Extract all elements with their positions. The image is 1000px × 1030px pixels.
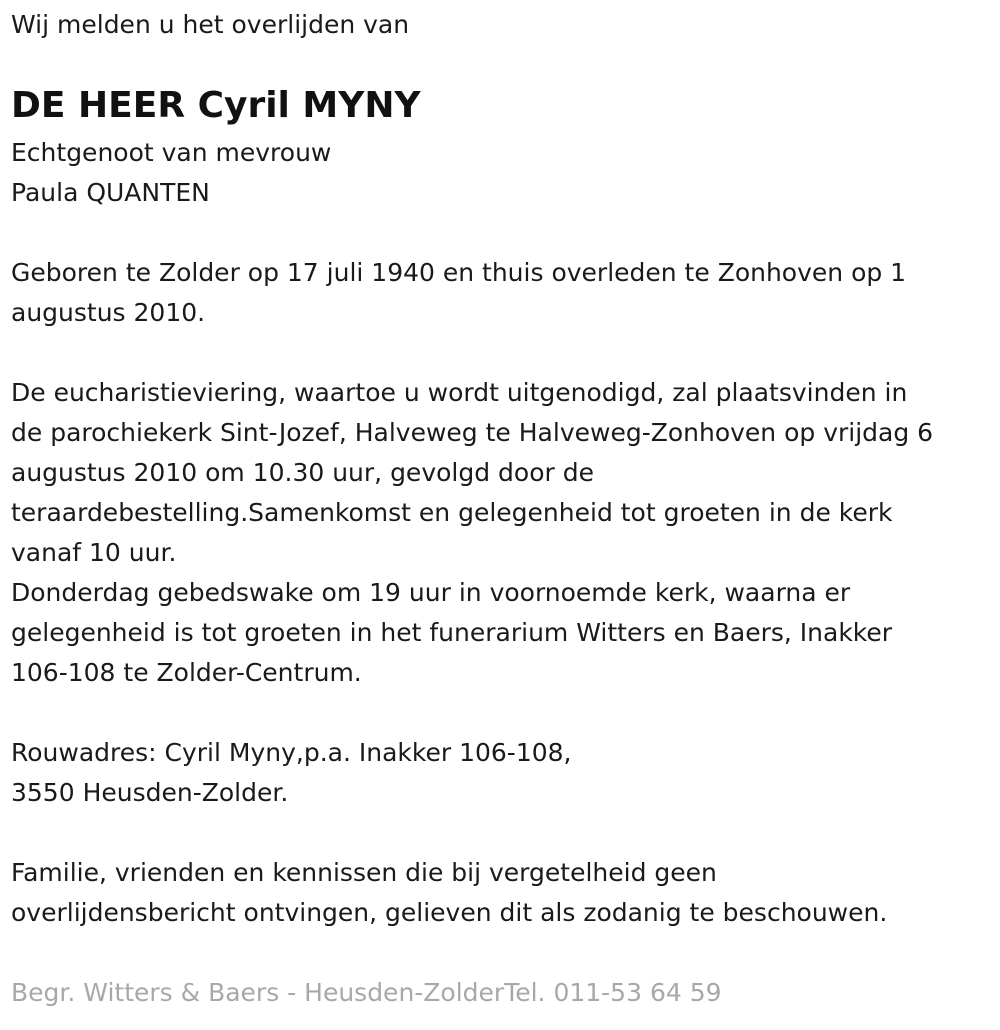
- ceremony-line: Donderdag gebedswake om 19 uur in voornoemde kerk, waarna er: [11, 578, 851, 607]
- ceremony-line: gelegenheid is tot groeten in het funerarium Witters en Baers, Inakker: [11, 618, 893, 647]
- ceremony-line: de parochiekerk Sint-Jozef, Halveweg te Halveweg-Zonhoven op vrijdag 6: [11, 418, 934, 447]
- spouse-block: [11, 133, 331, 213]
- mourning-address-block: [11, 733, 572, 813]
- ceremony-line: augustus 2010 om 10.30 uur, gevolgd door de: [11, 458, 594, 487]
- spouse-line-2: Paula QUANTEN: [11, 178, 210, 207]
- ceremony-line: 106-108 te Zolder-Centrum.: [11, 658, 362, 687]
- funeral-home-footer: Begr. Witters & Baers - Heusden-ZolderTel. 011-53 64 59: [11, 978, 722, 1007]
- deceased-name: DE HEER Cyril MYNY: [11, 85, 421, 126]
- birth-line-1: Geboren te Zolder op 17 juli 1940 en thuis overleden te Zonhoven op 1: [11, 258, 907, 287]
- address-line-1: Rouwadres: Cyril Myny,p.a. Inakker 106-108,: [11, 738, 572, 767]
- notice-line-2: overlijdensbericht ontvingen, gelieven dit als zodanig te beschouwen.: [11, 898, 888, 927]
- ceremony-line: teraardebestelling.Samenkomst en gelegenheid tot groeten in de kerk: [11, 498, 893, 527]
- ceremony-block: [11, 373, 933, 693]
- spouse-line-1: Echtgenoot van mevrouw: [11, 138, 332, 167]
- ceremony-line: vanaf 10 uur.: [11, 538, 177, 567]
- birth-line-2: augustus 2010.: [11, 298, 206, 327]
- notice-block: [11, 853, 887, 933]
- address-line-2: 3550 Heusden-Zolder.: [11, 778, 289, 807]
- birth-block: [11, 253, 906, 333]
- ceremony-line: De eucharistieviering, waartoe u wordt uitgenodigd, zal plaatsvinden in: [11, 378, 908, 407]
- notice-line-1: Familie, vrienden en kennissen die bij vergetelheid geen: [11, 858, 717, 887]
- intro-text: Wij melden u het overlijden van: [11, 10, 410, 39]
